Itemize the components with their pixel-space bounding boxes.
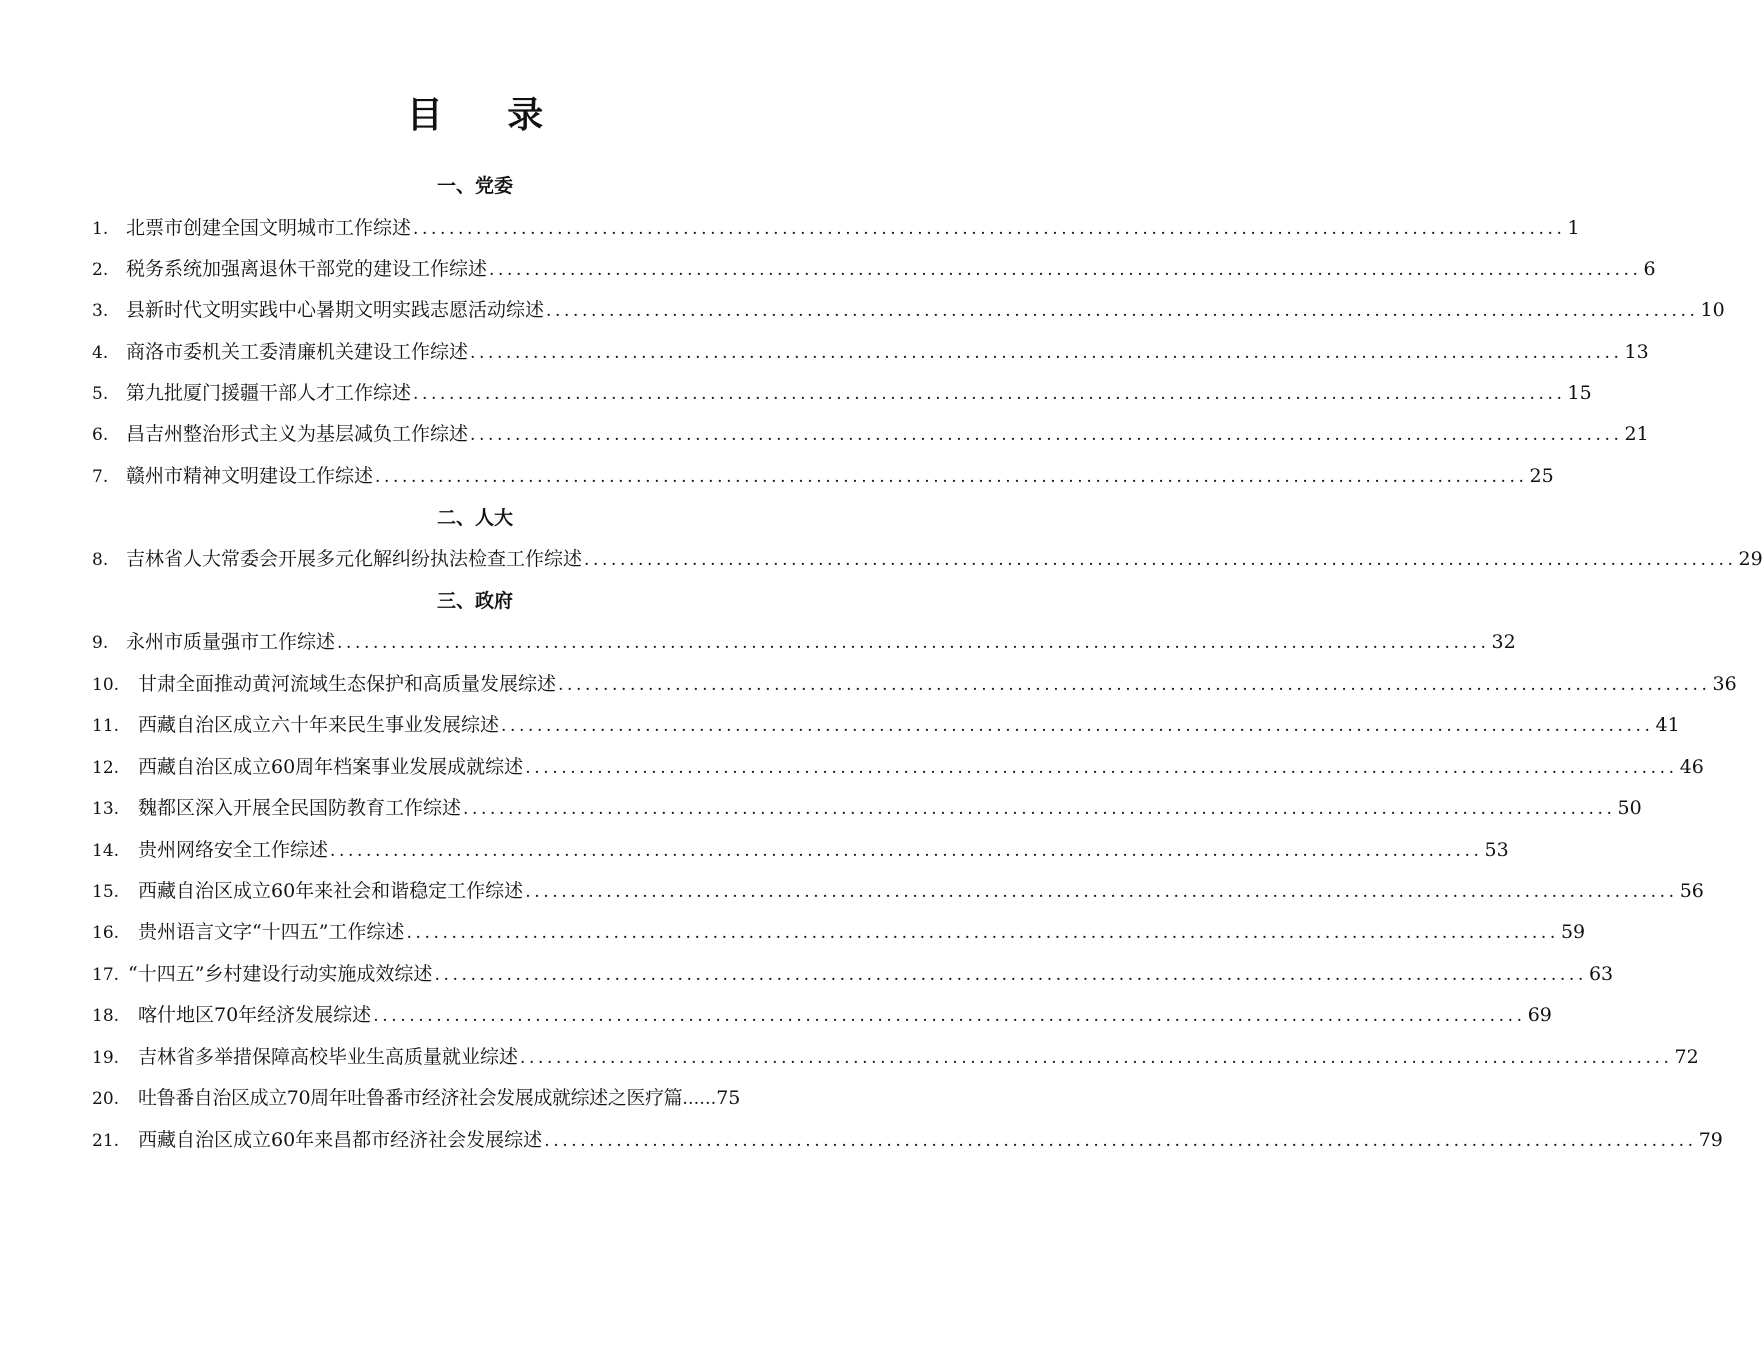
toc-entry[interactable] [92, 628, 1516, 656]
entry-page-number: 59 [1560, 921, 1586, 943]
entry-title: 西藏自治区成立六十年来民生事业发展综述 [138, 714, 500, 736]
toc-entry[interactable] [92, 462, 1554, 490]
entry-page-number: 69 [1527, 1004, 1552, 1026]
dot-leader: ................................................................................................................................ [413, 219, 1566, 239]
entry-page-number: 6 [1643, 258, 1656, 280]
toc-entry[interactable] [92, 794, 1642, 822]
entry-title: 赣州市精神文明建设工作综述 [126, 465, 374, 487]
entry-number: 12. [92, 758, 120, 778]
dot-leader: ................................................................................................................................ [544, 1131, 1697, 1151]
entry-title: 税务系统加强离退休干部党的建设工作综述 [126, 258, 488, 280]
entry-title: 北票市创建全国文明城市工作综述 [126, 217, 412, 239]
entry-page-number: 21 [1624, 423, 1649, 445]
toc-entry[interactable] [92, 545, 1763, 573]
dot-leader: ................................................................................................................................ [520, 1048, 1673, 1068]
entry-title: 贵州语言文字“十四五”工作综述 [138, 921, 405, 943]
toc-entry[interactable] [92, 296, 1725, 324]
toc-entry[interactable] [92, 420, 1649, 448]
entry-title: 西藏自治区成立60年来昌都市经济社会发展综述 [138, 1129, 543, 1151]
toc-entry[interactable] [92, 918, 1586, 946]
toc-entry[interactable] [92, 753, 1704, 781]
entry-title: 吐鲁番自治区成立70周年吐鲁番市经济社会发展成就综述之医疗篇 [138, 1087, 683, 1109]
entry-page-number: 15 [1567, 382, 1592, 404]
dot-leader: ................................................................................................................................ [373, 1006, 1526, 1026]
entry-title: 魏都区深入开展全民国防教育工作综述 [138, 797, 462, 819]
entry-number: 17. [92, 965, 120, 985]
dot-leader: ................................................................................................................................ [413, 384, 1566, 404]
entry-page-number: 75 [716, 1087, 741, 1109]
dot-leader: ................................................................................................................................ [470, 343, 1623, 363]
toc-title: 目 录 [406, 95, 570, 136]
dot-leader: …… [682, 1089, 717, 1109]
entry-title: 永州市质量强市工作综述 [126, 631, 336, 653]
toc-entry[interactable] [92, 877, 1704, 905]
entry-page-number: 25 [1529, 465, 1554, 487]
entry-number: 8. [92, 550, 109, 570]
entry-page-number: 46 [1679, 756, 1704, 778]
entry-number: 14. [92, 841, 120, 861]
entry-title: 吉林省多举措保障高校毕业生高质量就业综述 [138, 1046, 519, 1068]
dot-leader: ................................................................................................................................ [406, 923, 1559, 943]
toc-entry[interactable] [92, 1043, 1699, 1071]
entry-number: 5. [92, 384, 109, 404]
entry-number: 2. [92, 260, 109, 280]
dot-leader: ................................................................................................................................ [558, 675, 1711, 695]
entry-number: 10. [92, 675, 120, 695]
dot-leader: ................................................................................................................................ [434, 965, 1587, 985]
dot-leader: ................................................................................................................................ [330, 841, 1483, 861]
entry-number: 4. [92, 343, 109, 363]
entry-title: 喀什地区70年经济发展综述 [138, 1004, 372, 1026]
dot-leader: ................................................................................................................................ [489, 260, 1642, 280]
toc-entry[interactable] [92, 960, 1614, 988]
toc-entry[interactable] [92, 1001, 1552, 1029]
toc-entry[interactable] [92, 670, 1737, 698]
entry-number: 20. [92, 1089, 120, 1109]
entry-page-number: 32 [1491, 631, 1516, 653]
dot-leader: ................................................................................................................................ [463, 799, 1616, 819]
entry-title: 西藏自治区成立60年来社会和谐稳定工作综述 [138, 880, 524, 902]
dot-leader: ................................................................................................................................ [546, 301, 1699, 321]
entry-number: 11. [92, 716, 120, 736]
entry-page-number: 13 [1624, 341, 1649, 363]
entry-page-number: 79 [1698, 1129, 1723, 1151]
toc-entry[interactable] [92, 214, 1580, 242]
section-heading-npc: 二、人大 [436, 507, 513, 529]
entry-number: 15. [92, 882, 120, 902]
entry-number: 1. [92, 219, 109, 239]
entry-page-number: 10 [1700, 299, 1725, 321]
entry-number: 19. [92, 1048, 120, 1068]
toc-entry[interactable] [92, 1084, 860, 1112]
entry-number: 21. [92, 1131, 120, 1151]
entry-number: 6. [92, 425, 109, 445]
dot-leader: ................................................................................................................................ [501, 716, 1654, 736]
section-heading-government: 三、政府 [436, 590, 513, 612]
entry-number: 16. [92, 923, 120, 943]
entry-title: “十四五”乡村建设行动实施成效综述 [128, 963, 433, 985]
entry-title: 贵州网络安全工作综述 [138, 839, 329, 861]
dot-leader: ................................................................................................................................ [470, 425, 1623, 445]
toc-entry[interactable] [92, 338, 1649, 366]
dot-leader: ................................................................................................................................ [525, 882, 1678, 902]
entry-page-number: 63 [1588, 963, 1614, 985]
entry-number: 9. [92, 633, 109, 653]
entry-title: 第九批厦门援疆干部人才工作综述 [126, 382, 412, 404]
entry-page-number: 36 [1712, 673, 1737, 695]
toc-entry[interactable] [92, 1126, 1723, 1154]
toc-entry[interactable] [92, 711, 1680, 739]
toc-entry[interactable] [92, 836, 1509, 864]
entry-title: 商洛市委机关工委清廉机关建设工作综述 [126, 341, 469, 363]
section-heading-party: 一、党委 [436, 175, 513, 197]
entry-title: 甘肃全面推动黄河流域生态保护和高质量发展综述 [138, 673, 557, 695]
toc-entry[interactable] [92, 379, 1592, 407]
entry-title: 县新时代文明实践中心暑期文明实践志愿活动综述 [126, 299, 545, 321]
entry-page-number: 50 [1617, 797, 1642, 819]
entry-page-number: 1 [1567, 217, 1580, 239]
dot-leader: ................................................................................................................................ [525, 758, 1678, 778]
entry-page-number: 53 [1484, 839, 1509, 861]
entry-number: 18. [92, 1006, 120, 1026]
entry-title: 吉林省人大常委会开展多元化解纠纷执法检查工作综述 [126, 548, 583, 570]
entry-number: 7. [92, 467, 109, 487]
dot-leader: ................................................................................................................................ [337, 633, 1490, 653]
entry-page-number: 56 [1679, 880, 1704, 902]
entry-title: 昌吉州整治形式主义为基层减负工作综述 [126, 423, 469, 445]
entry-number: 13. [92, 799, 120, 819]
entry-number: 3. [92, 301, 109, 321]
dot-leader: ................................................................................................................................ [584, 550, 1737, 570]
toc-entry[interactable] [92, 255, 1656, 283]
dot-leader: ................................................................................................................................ [375, 467, 1528, 487]
entry-title: 西藏自治区成立60周年档案事业发展成就综述 [138, 756, 524, 778]
entry-page-number: 29 [1738, 548, 1763, 570]
entry-page-number: 41 [1655, 714, 1680, 736]
entry-page-number: 72 [1674, 1046, 1699, 1068]
